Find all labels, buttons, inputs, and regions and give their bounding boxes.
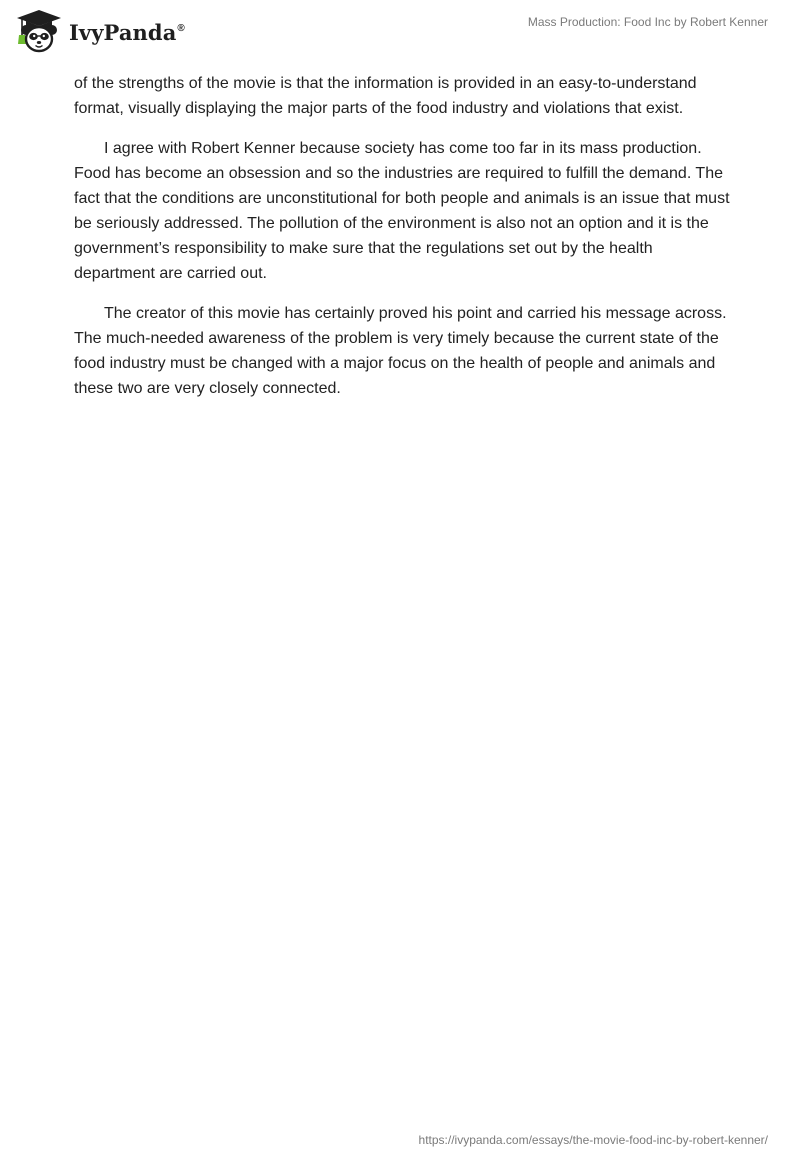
source-url[interactable]: https://ivypanda.com/essays/the-movie-food-inc-by-robert-kenner/ [418, 1133, 768, 1147]
paragraph: of the strengths of the movie is that the information is provided in an easy-to-understand format, visually displaying the major parts of the food industry and violations that exist. [74, 75, 697, 117]
registered-mark: ® [177, 22, 185, 34]
logo-text: IvyPanda [69, 19, 177, 45]
page-header [0, 0, 800, 60]
panda-graduate-icon [14, 8, 64, 54]
essay-body [74, 71, 734, 416]
ivypanda-logo[interactable] [14, 8, 185, 54]
logo-wordmark [69, 20, 185, 45]
paragraph: I agree with Robert Kenner because society has come too far in its mass production. Food has become an obsession and so the industries are required to fulfill the demand. The fact that the conditions are unconstitutional for both people and animals is an issue that must be seriously addressed. The pollution of the environment is also not an option and it is the government’s responsibility to make sure that the regulations set out by the health department are carried out. [74, 140, 730, 282]
paragraph: The creator of this movie has certainly proved his point and carried his message across. The much-needed awareness of the problem is very timely because the current state of the food industry must be changed with a major focus on the health of people and animals and these two are very closely connected. [74, 305, 727, 397]
running-title: Mass Production: Food Inc by Robert Kenner [527, 15, 768, 29]
